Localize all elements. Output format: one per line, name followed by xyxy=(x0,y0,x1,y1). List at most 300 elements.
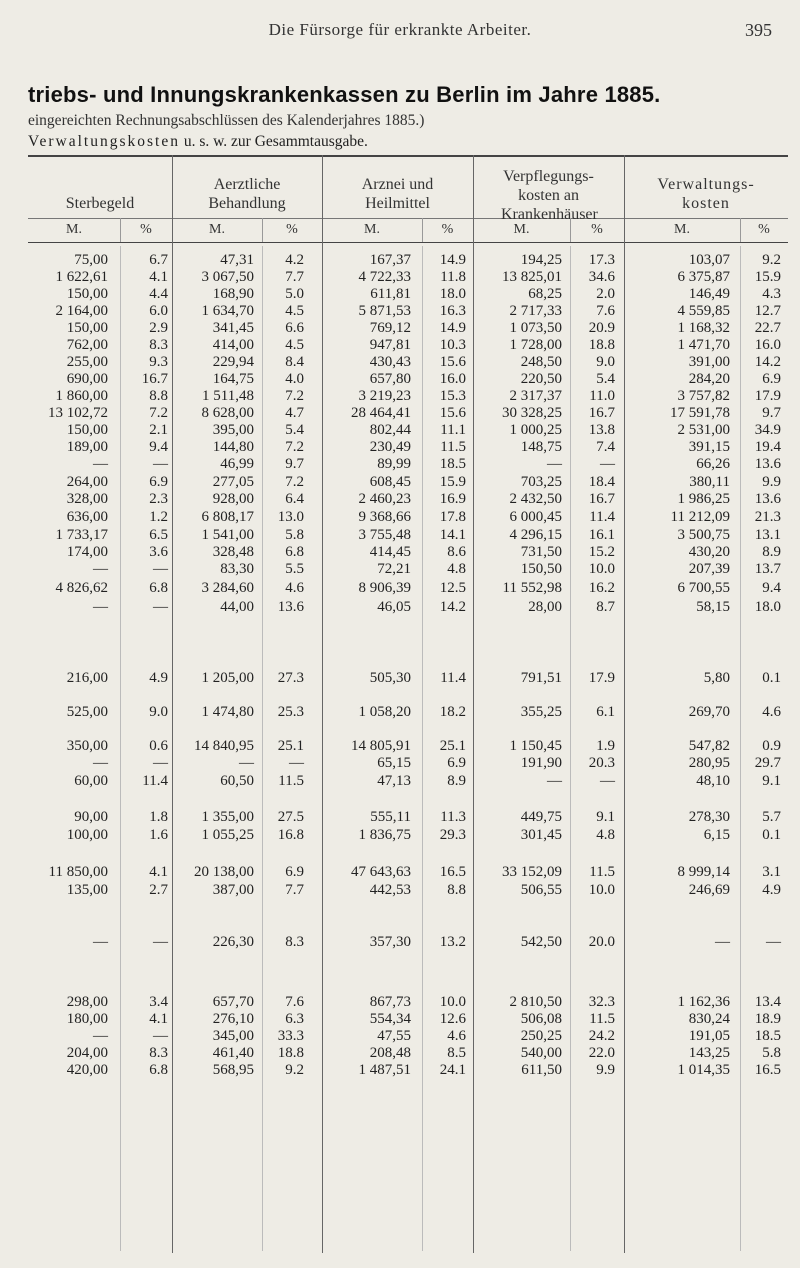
mark-cell: 30 328,25 xyxy=(502,405,562,421)
mark-cell: 1 073,50 xyxy=(509,320,562,336)
mark-cell: 4 826,62 xyxy=(55,580,108,596)
percent-cell: 9.4 xyxy=(762,580,781,596)
mark-cell: 44,00 xyxy=(220,599,254,615)
percent-cell: 33.3 xyxy=(277,1028,304,1044)
mark-cell: — xyxy=(93,1028,108,1044)
mark-cell: 150,50 xyxy=(520,561,562,577)
mark-cell: 229,94 xyxy=(212,354,254,370)
mark-cell: 928,00 xyxy=(212,491,254,507)
mark-cell: 505,30 xyxy=(369,670,411,686)
mark-cell: 207,39 xyxy=(688,561,730,577)
percent-cell: 12.7 xyxy=(754,303,781,319)
mark-cell: 2 432,50 xyxy=(509,491,562,507)
percent-cell: 5.8 xyxy=(285,527,304,543)
percent-cell: 13.7 xyxy=(754,561,781,577)
mark-cell: — xyxy=(239,755,254,771)
percent-cell: 9.7 xyxy=(285,456,304,472)
mark-cell: 191,05 xyxy=(688,1028,730,1044)
sub-header-divider xyxy=(570,218,571,242)
mark-cell: 355,25 xyxy=(520,704,562,720)
percent-cell: 16.2 xyxy=(588,580,615,596)
percent-cell: 22.0 xyxy=(588,1045,615,1061)
percent-cell: 14.2 xyxy=(439,599,466,615)
percent-cell: 13.8 xyxy=(588,422,615,438)
percent-cell: 2.1 xyxy=(149,422,168,438)
percent-cell: 18.5 xyxy=(439,456,466,472)
percent-cell: 4.9 xyxy=(149,670,168,686)
mark-cell: 506,08 xyxy=(520,1011,562,1027)
percent-cell: 13.6 xyxy=(754,456,781,472)
mark-cell: 608,45 xyxy=(369,474,411,490)
mark-cell: 167,37 xyxy=(369,252,411,268)
percent-cell: 4.6 xyxy=(285,580,304,596)
mark-cell: 90,00 xyxy=(74,809,108,825)
mark-cell: 6 375,87 xyxy=(677,269,730,285)
percent-cell: 9.4 xyxy=(149,439,168,455)
mark-cell: 2 810,50 xyxy=(509,994,562,1010)
percent-cell: 12.6 xyxy=(439,1011,466,1027)
percent-cell: 34.9 xyxy=(754,422,781,438)
percent-cell: 1.8 xyxy=(149,809,168,825)
percent-cell: 11.4 xyxy=(589,509,615,525)
percent-cell: 6.3 xyxy=(285,1011,304,1027)
mark-cell: 636,00 xyxy=(66,509,108,525)
percent-cell: 10.3 xyxy=(439,337,466,353)
percent-cell: 8.3 xyxy=(149,1045,168,1061)
mark-cell: 6 808,17 xyxy=(201,509,254,525)
mark-cell: 250,25 xyxy=(520,1028,562,1044)
column-header-5: Verwaltungs-kosten xyxy=(657,176,755,212)
percent-cell: 7.2 xyxy=(149,405,168,421)
mark-cell: 4 296,15 xyxy=(509,527,562,543)
mark-cell: 657,70 xyxy=(212,994,254,1010)
mark-cell: 3 284,60 xyxy=(201,580,254,596)
sub-header-divider xyxy=(262,218,263,242)
percent-cell: 11.1 xyxy=(440,422,466,438)
mark-cell: 1 487,51 xyxy=(358,1062,411,1078)
percent-cell: 5.5 xyxy=(285,561,304,577)
percent-cell: 18.5 xyxy=(754,1028,781,1044)
mark-cell: 540,00 xyxy=(520,1045,562,1061)
mark-cell: 75,00 xyxy=(74,252,108,268)
percent-cell: 20.9 xyxy=(588,320,615,336)
percent-cell: 6.7 xyxy=(149,252,168,268)
percent-cell: 7.2 xyxy=(285,439,304,455)
mark-cell: 2 317,37 xyxy=(509,388,562,404)
subheadline-rest: u. s. w. zur Gesammtausgabe. xyxy=(179,133,368,150)
mark-cell: 3 067,50 xyxy=(201,269,254,285)
mark-cell: 168,90 xyxy=(212,286,254,302)
percent-cell: 4.4 xyxy=(149,286,168,302)
column-header-1: Sterbegeld xyxy=(65,195,135,212)
percent-cell: 2.7 xyxy=(149,882,168,898)
mark-cell: 802,44 xyxy=(369,422,411,438)
mark-cell: — xyxy=(93,456,108,472)
percent-cell: 4.5 xyxy=(285,337,304,353)
percent-cell: 14.9 xyxy=(439,252,466,268)
percent-cell: 12.5 xyxy=(439,580,466,596)
percent-cell: 0.1 xyxy=(762,827,781,843)
mark-cell: 68,25 xyxy=(528,286,562,302)
percent-cell: 10.0 xyxy=(439,994,466,1010)
percent-cell: 4.6 xyxy=(762,704,781,720)
percent-cell: 8.8 xyxy=(149,388,168,404)
percent-cell: 9.7 xyxy=(762,405,781,421)
mark-cell: 83,30 xyxy=(220,561,254,577)
percent-cell: 9.1 xyxy=(596,809,615,825)
percent-cell: 21.3 xyxy=(754,509,781,525)
percent-cell: 15.6 xyxy=(439,354,466,370)
mark-cell: 1 728,00 xyxy=(509,337,562,353)
percent-cell: — xyxy=(153,934,168,950)
sub-header-mark: M. xyxy=(66,222,82,237)
sub-header-divider xyxy=(120,218,121,242)
percent-cell: 14.1 xyxy=(439,527,466,543)
mark-cell: 278,30 xyxy=(688,809,730,825)
percent-cell: 1.9 xyxy=(596,738,615,754)
mark-cell: — xyxy=(93,561,108,577)
percent-cell: — xyxy=(766,934,781,950)
percent-cell: 6.4 xyxy=(285,491,304,507)
mark-cell: 1 205,00 xyxy=(201,670,254,686)
mark-cell: 11 212,09 xyxy=(670,509,730,525)
mark-cell: 414,00 xyxy=(212,337,254,353)
column-header-3: Arznei und Heilmittel xyxy=(361,176,434,212)
mark-cell: 72,21 xyxy=(377,561,411,577)
mark-cell: 568,95 xyxy=(212,1062,254,1078)
percent-cell: 9.0 xyxy=(149,704,168,720)
percent-cell: 17.9 xyxy=(754,388,781,404)
percent-cell: — xyxy=(600,773,615,789)
percent-cell: 6.0 xyxy=(149,303,168,319)
percent-cell: 7.6 xyxy=(285,994,304,1010)
sub-header-percent: % xyxy=(758,222,770,237)
mark-cell: 731,50 xyxy=(520,544,562,560)
mark-cell: 345,00 xyxy=(212,1028,254,1044)
percent-cell: 18.9 xyxy=(754,1011,781,1027)
mark-cell: 174,00 xyxy=(66,544,108,560)
page-subheadline-2 xyxy=(28,133,788,151)
mark-cell: 791,51 xyxy=(520,670,562,686)
mark-cell: 762,00 xyxy=(66,337,108,353)
percent-cell: 11.4 xyxy=(142,773,168,789)
mark-cell: 60,00 xyxy=(74,773,108,789)
percent-column-divider xyxy=(120,246,121,1251)
sub-header-mark: M. xyxy=(364,222,380,237)
mark-cell: 4 722,33 xyxy=(358,269,411,285)
percent-cell: 22.7 xyxy=(754,320,781,336)
mark-cell: 47,55 xyxy=(377,1028,411,1044)
percent-cell: 18.2 xyxy=(439,704,466,720)
percent-cell: 7.2 xyxy=(285,474,304,490)
percent-cell: 5.4 xyxy=(285,422,304,438)
percent-cell: 5.8 xyxy=(762,1045,781,1061)
mark-cell: 14 805,91 xyxy=(351,738,411,754)
percent-cell: 15.3 xyxy=(439,388,466,404)
percent-cell: 9.9 xyxy=(762,474,781,490)
mark-cell: 8 628,00 xyxy=(201,405,254,421)
sub-header-divider xyxy=(422,218,423,242)
mark-cell: 657,80 xyxy=(369,371,411,387)
percent-cell: 11.3 xyxy=(440,809,466,825)
mark-cell: 11 850,00 xyxy=(48,864,108,880)
mark-cell: 328,00 xyxy=(66,491,108,507)
mark-cell: 430,43 xyxy=(369,354,411,370)
mark-cell: 2 531,00 xyxy=(677,422,730,438)
mark-cell: 554,34 xyxy=(369,1011,411,1027)
mark-cell: 204,00 xyxy=(66,1045,108,1061)
percent-cell: 0.6 xyxy=(149,738,168,754)
percent-cell: 5.0 xyxy=(285,286,304,302)
percent-cell: 7.6 xyxy=(596,303,615,319)
percent-cell: — xyxy=(289,755,304,771)
percent-cell: 13.4 xyxy=(754,994,781,1010)
mark-cell: — xyxy=(93,599,108,615)
mark-cell: 1 014,35 xyxy=(677,1062,730,1078)
percent-cell: 0.9 xyxy=(762,738,781,754)
percent-cell: 11.5 xyxy=(589,864,615,880)
mark-cell: 5,80 xyxy=(703,670,730,686)
mark-cell: 449,75 xyxy=(520,809,562,825)
percent-cell: 3.6 xyxy=(149,544,168,560)
percent-cell: 24.2 xyxy=(588,1028,615,1044)
mark-cell: — xyxy=(715,934,730,950)
percent-cell: 9.9 xyxy=(596,1062,615,1078)
percent-cell: 7.7 xyxy=(285,882,304,898)
percent-cell: 8.9 xyxy=(762,544,781,560)
mark-cell: 442,53 xyxy=(369,882,411,898)
percent-cell: — xyxy=(153,456,168,472)
mark-cell: 341,45 xyxy=(212,320,254,336)
percent-cell: 8.4 xyxy=(285,354,304,370)
percent-cell: 17.9 xyxy=(588,670,615,686)
percent-cell: 15.6 xyxy=(439,405,466,421)
mark-cell: 216,00 xyxy=(66,670,108,686)
percent-cell: 18.0 xyxy=(439,286,466,302)
mark-cell: 4 559,85 xyxy=(677,303,730,319)
percent-cell: 8.5 xyxy=(447,1045,466,1061)
mark-cell: 3 755,48 xyxy=(358,527,411,543)
page-subheadline: eingereichten Rechnungsabschlüssen des Kalenderjahres 1885.) xyxy=(28,112,425,129)
mark-cell: 164,75 xyxy=(212,371,254,387)
percent-cell: 9.1 xyxy=(762,773,781,789)
percent-cell: 4.5 xyxy=(285,303,304,319)
mark-cell: 8 999,14 xyxy=(677,864,730,880)
running-title: Die Fürsorge für erkrankte Arbeiter. xyxy=(268,20,532,39)
percent-cell: 6.6 xyxy=(285,320,304,336)
mark-cell: 1 860,00 xyxy=(55,388,108,404)
mark-cell: 103,07 xyxy=(688,252,730,268)
percent-cell: 20.0 xyxy=(588,934,615,950)
percent-cell: 7.4 xyxy=(596,439,615,455)
percent-cell: 27.5 xyxy=(277,809,304,825)
percent-cell: 4.6 xyxy=(447,1028,466,1044)
mark-cell: 391,15 xyxy=(688,439,730,455)
percent-cell: 6.5 xyxy=(149,527,168,543)
percent-cell: 29.3 xyxy=(439,827,466,843)
mark-cell: 357,30 xyxy=(369,934,411,950)
percent-cell: 4.3 xyxy=(762,286,781,302)
percent-cell: 14.9 xyxy=(439,320,466,336)
percent-cell: — xyxy=(153,561,168,577)
column-header-4: Verpflegungs-kosten an Krankenhäuser xyxy=(501,168,598,223)
mark-cell: 420,00 xyxy=(66,1062,108,1078)
percent-cell: 11.4 xyxy=(440,670,466,686)
column-separator xyxy=(624,155,625,1253)
mark-cell: 65,15 xyxy=(377,755,411,771)
percent-cell: 6.8 xyxy=(149,580,168,596)
mark-cell: 277,05 xyxy=(212,474,254,490)
mark-cell: 1 471,70 xyxy=(677,337,730,353)
mark-cell: 150,00 xyxy=(66,320,108,336)
mark-cell: 1 634,70 xyxy=(201,303,254,319)
percent-cell: 20.3 xyxy=(588,755,615,771)
column-separator xyxy=(322,155,323,1253)
mark-cell: 1 355,00 xyxy=(201,809,254,825)
mark-cell: 194,25 xyxy=(520,252,562,268)
mark-cell: 276,10 xyxy=(212,1011,254,1027)
mark-cell: 1 511,48 xyxy=(202,388,254,404)
mark-cell: 1 474,80 xyxy=(201,704,254,720)
mark-cell: 46,99 xyxy=(220,456,254,472)
percent-cell: 6.8 xyxy=(149,1062,168,1078)
mark-cell: 690,00 xyxy=(66,371,108,387)
mark-cell: 135,00 xyxy=(66,882,108,898)
percent-cell: 16.5 xyxy=(439,864,466,880)
percent-cell: 17.8 xyxy=(439,509,466,525)
percent-cell: 16.7 xyxy=(588,491,615,507)
percent-cell: 4.9 xyxy=(762,882,781,898)
mark-cell: 264,00 xyxy=(66,474,108,490)
percent-column-divider xyxy=(570,246,571,1251)
percent-cell: 16.9 xyxy=(439,491,466,507)
column-header-2: Aerztliche Behandlung xyxy=(208,176,286,212)
mark-cell: 8 906,39 xyxy=(358,580,411,596)
percent-cell: 3.1 xyxy=(762,864,781,880)
subheadline-spaced: Verwaltungskosten xyxy=(28,133,180,150)
mark-cell: 60,50 xyxy=(220,773,254,789)
mark-cell: 947,81 xyxy=(369,337,411,353)
percent-cell: 11.8 xyxy=(440,269,466,285)
mark-cell: 2 164,00 xyxy=(55,303,108,319)
mark-cell: 144,80 xyxy=(212,439,254,455)
mark-cell: 143,25 xyxy=(688,1045,730,1061)
percent-cell: 9.3 xyxy=(149,354,168,370)
mark-cell: 220,50 xyxy=(520,371,562,387)
mark-cell: 414,45 xyxy=(369,544,411,560)
percent-cell: 13.2 xyxy=(439,934,466,950)
mark-cell: 9 368,66 xyxy=(358,509,411,525)
mark-cell: — xyxy=(93,755,108,771)
percent-cell: 11.0 xyxy=(589,388,615,404)
mark-cell: 1 058,20 xyxy=(358,704,411,720)
mark-cell: 255,00 xyxy=(66,354,108,370)
percent-cell: 15.9 xyxy=(439,474,466,490)
sub-header-percent: % xyxy=(140,222,152,237)
mark-cell: 2 717,33 xyxy=(509,303,562,319)
mark-cell: 14 840,95 xyxy=(194,738,254,754)
percent-cell: 10.0 xyxy=(588,561,615,577)
mark-cell: 150,00 xyxy=(66,286,108,302)
mark-cell: 830,24 xyxy=(688,1011,730,1027)
percent-cell: 11.5 xyxy=(440,439,466,455)
table-subheader-rule xyxy=(28,218,788,219)
percent-cell: — xyxy=(153,1028,168,1044)
percent-cell: 5.7 xyxy=(762,809,781,825)
mark-cell: 33 152,09 xyxy=(502,864,562,880)
percent-cell: 15.9 xyxy=(754,269,781,285)
mark-cell: 1 541,00 xyxy=(201,527,254,543)
mark-cell: 248,50 xyxy=(520,354,562,370)
mark-cell: — xyxy=(547,773,562,789)
mark-cell: — xyxy=(547,456,562,472)
mark-cell: 703,25 xyxy=(520,474,562,490)
percent-cell: 29.7 xyxy=(754,755,781,771)
percent-cell: 6.9 xyxy=(762,371,781,387)
mark-cell: 461,40 xyxy=(212,1045,254,1061)
mark-cell: 28,00 xyxy=(528,599,562,615)
sub-header-divider xyxy=(740,218,741,242)
percent-cell: 17.3 xyxy=(588,252,615,268)
percent-cell: 16.0 xyxy=(754,337,781,353)
mark-cell: 47,31 xyxy=(220,252,254,268)
mark-cell: 58,15 xyxy=(696,599,730,615)
mark-cell: 1 055,25 xyxy=(201,827,254,843)
percent-cell: 25.1 xyxy=(439,738,466,754)
mark-cell: 3 500,75 xyxy=(677,527,730,543)
mark-cell: 555,11 xyxy=(370,809,411,825)
mark-cell: 611,81 xyxy=(370,286,411,302)
mark-cell: 542,50 xyxy=(520,934,562,950)
column-separator xyxy=(172,155,173,1253)
percent-cell: 16.7 xyxy=(141,371,168,387)
mark-cell: 284,20 xyxy=(688,371,730,387)
percent-cell: 16.3 xyxy=(439,303,466,319)
sub-header-percent: % xyxy=(286,222,298,237)
percent-cell: 14.2 xyxy=(754,354,781,370)
percent-cell: 18.4 xyxy=(588,474,615,490)
mark-cell: 547,82 xyxy=(688,738,730,754)
mark-cell: 11 552,98 xyxy=(502,580,562,596)
percent-cell: 32.3 xyxy=(588,994,615,1010)
percent-cell: 6.9 xyxy=(447,755,466,771)
percent-cell: 16.5 xyxy=(754,1062,781,1078)
page-number: 395 xyxy=(745,20,772,40)
percent-column-divider xyxy=(422,246,423,1251)
percent-cell: 9.2 xyxy=(285,1062,304,1078)
mark-cell: 867,73 xyxy=(369,994,411,1010)
mark-cell: 5 871,53 xyxy=(358,303,411,319)
mark-cell: 1 168,32 xyxy=(677,320,730,336)
percent-cell: 2.3 xyxy=(149,491,168,507)
percent-cell: — xyxy=(600,456,615,472)
percent-cell: 18.0 xyxy=(754,599,781,615)
mark-cell: 1 000,25 xyxy=(509,422,562,438)
percent-cell: 25.1 xyxy=(277,738,304,754)
percent-cell: 34.6 xyxy=(588,269,615,285)
mark-cell: 2 460,23 xyxy=(358,491,411,507)
mark-cell: 298,00 xyxy=(66,994,108,1010)
mark-cell: 66,26 xyxy=(696,456,730,472)
mark-cell: 146,49 xyxy=(688,286,730,302)
percent-cell: 19.4 xyxy=(754,439,781,455)
mark-cell: 269,70 xyxy=(688,704,730,720)
percent-cell: 13.0 xyxy=(277,509,304,525)
mark-cell: 46,05 xyxy=(377,599,411,615)
percent-cell: 2.9 xyxy=(149,320,168,336)
mark-cell: 301,45 xyxy=(520,827,562,843)
mark-cell: 89,99 xyxy=(377,456,411,472)
